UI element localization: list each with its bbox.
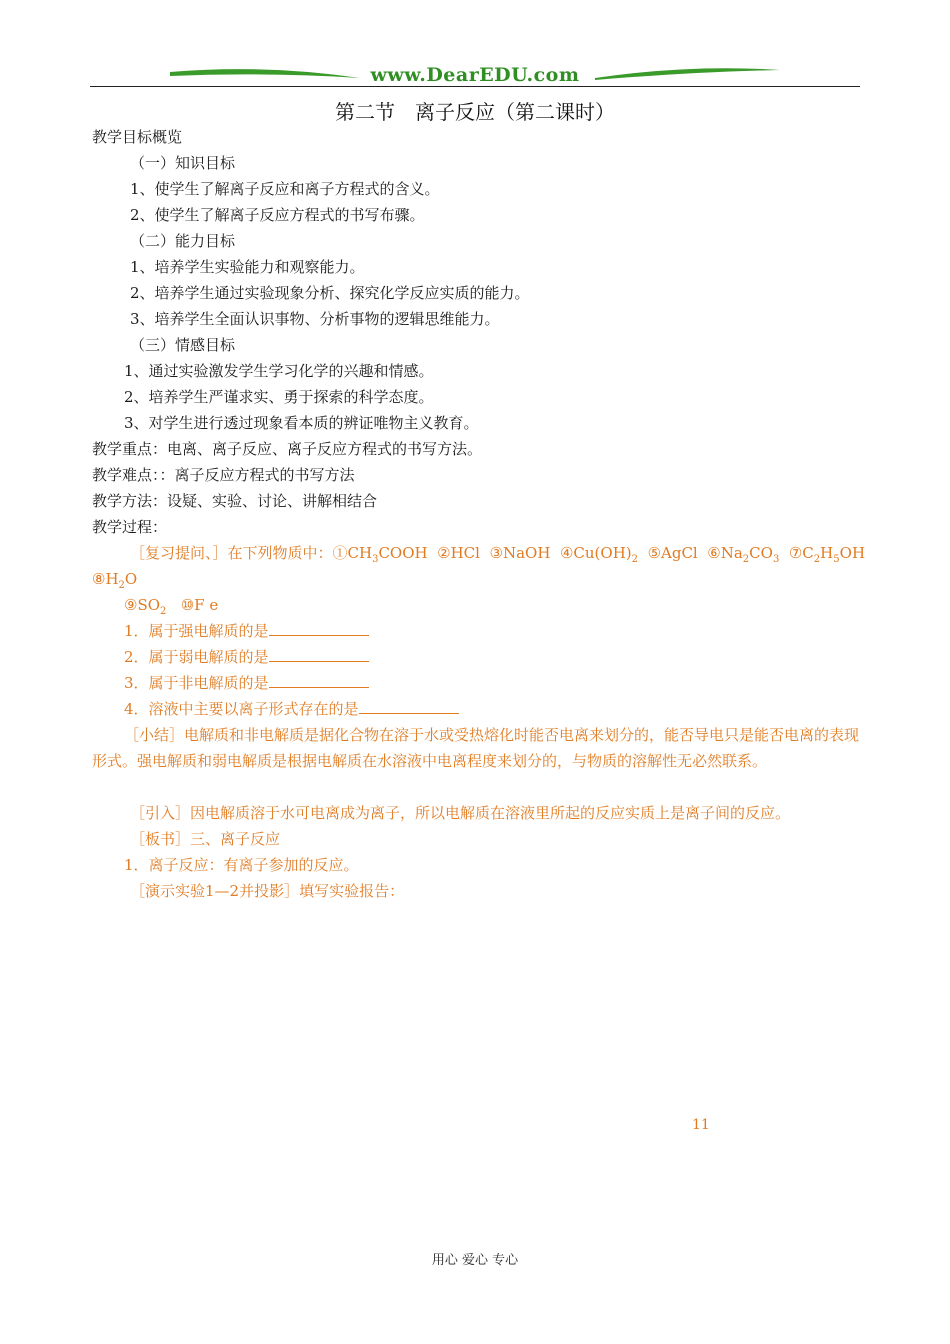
site-logo[interactable]: www.DearEDU.com xyxy=(370,64,580,86)
demo-instruction: ［演示实验1—2并投影］填写实验报告： xyxy=(130,882,405,900)
substance: ⑥Na xyxy=(707,544,743,562)
substance: COOH xyxy=(378,544,428,562)
answer-blank[interactable] xyxy=(359,699,459,714)
question-item xyxy=(124,621,369,641)
definition: 1．离子反应：有离子参加的反应。 xyxy=(124,856,359,874)
knowledge-item: 1、使学生了解离子反应和离子方程式的含义。 xyxy=(130,180,440,198)
page-number: 11 xyxy=(692,1117,710,1133)
page-title: 第二节 离子反应（第二课时） xyxy=(335,100,615,124)
subscript: 2 xyxy=(160,606,167,617)
process-heading: 教学过程： xyxy=(92,518,168,536)
review-question xyxy=(130,543,865,570)
intro-paragraph: ［引入］因电解质溶于水可电离成为离子，所以电解质在溶液里所起的反应实质上是离子间的反应。 xyxy=(130,804,791,822)
emotion-item: 3、对学生进行透过现象看本质的辨证唯物主义教育。 xyxy=(124,414,479,432)
header-rule xyxy=(90,86,860,87)
substance: ⑤AgCl xyxy=(647,544,698,562)
subscript: 2 xyxy=(631,554,639,565)
right-swoosh-icon xyxy=(595,66,780,82)
substance: ⑦C xyxy=(788,544,814,562)
board-note: ［板书］三、离子反应 xyxy=(130,830,281,848)
key-points: 教学重点：电离、离子反应、离子反应方程式的书写方法。 xyxy=(92,440,483,458)
substance: ⑨SO xyxy=(124,596,161,614)
question-text: 2．属于弱电解质的是 xyxy=(124,648,269,666)
page-footer: 用心 爱心 专心 xyxy=(431,1253,519,1268)
answer-blank[interactable] xyxy=(269,673,369,688)
substance: ⑧H xyxy=(92,570,119,588)
question-text: 1．属于强电解质的是 xyxy=(124,622,269,640)
question-item xyxy=(124,699,459,719)
answer-blank[interactable] xyxy=(269,621,369,636)
substance: ④Cu(OH) xyxy=(559,544,632,562)
question-item xyxy=(124,673,369,693)
knowledge-item: 2、使学生了解离子反应方程式的书写布骤。 xyxy=(130,206,425,224)
substance: ③NaOH xyxy=(489,544,551,562)
subscript: 3 xyxy=(372,554,379,565)
knowledge-heading: （一）知识目标 xyxy=(130,154,236,172)
subscript: 2 xyxy=(813,554,821,565)
subscript: 2 xyxy=(742,554,750,565)
substance: H xyxy=(820,544,834,562)
emotion-item: 2、培养学生严谨求实、勇于探索的科学态度。 xyxy=(124,388,434,406)
ability-item: 1、培养学生实验能力和观察能力。 xyxy=(130,258,365,276)
review-continued xyxy=(124,595,218,622)
summary-paragraph: ［小结］电解质和非电解质是据化合物在溶于水或受热熔化时能否电离来划分的，能否导电只是能否电离的表现形式。强电解质和弱电解质是根据电解质在水溶液中电离程度来划分的，与物质的溶解性无必然联系。 xyxy=(92,726,860,770)
review-continued xyxy=(92,569,137,596)
page-header xyxy=(90,60,860,92)
substance: ②HCl xyxy=(437,544,480,562)
substance: CO xyxy=(749,544,773,562)
substance: O xyxy=(124,570,138,588)
subscript: 3 xyxy=(772,554,780,565)
overview-heading: 教学目标概览 xyxy=(92,128,183,146)
substance: OH xyxy=(839,544,866,562)
subscript: 5 xyxy=(833,554,840,565)
teaching-methods: 教学方法：设疑、实验、讨论、讲解相结合 xyxy=(92,492,378,510)
substance: ⑩F e xyxy=(180,596,219,614)
substance: ①CH xyxy=(332,544,373,562)
emotion-item: 1、通过实验激发学生学习化学的兴趣和情感。 xyxy=(124,362,434,380)
subscript: 2 xyxy=(118,580,125,591)
review-prefix: ［复习提问、］在下列物质中： xyxy=(130,544,333,562)
question-item xyxy=(124,647,369,667)
ability-heading: （二）能力目标 xyxy=(130,232,236,250)
emotion-heading: （三）情感目标 xyxy=(130,336,236,354)
question-text: 4．溶液中主要以离子形式存在的是 xyxy=(124,700,359,718)
ability-item: 3、培养学生全面认识事物、分析事物的逻辑思维能力。 xyxy=(130,310,500,328)
question-text: 3．属于非电解质的是 xyxy=(124,674,269,692)
difficulty: 教学难点：：离子反应方程式的书写方法 xyxy=(92,466,355,484)
answer-blank[interactable] xyxy=(269,647,369,662)
ability-item: 2、培养学生通过实验现象分析、探究化学反应实质的能力。 xyxy=(130,284,530,302)
